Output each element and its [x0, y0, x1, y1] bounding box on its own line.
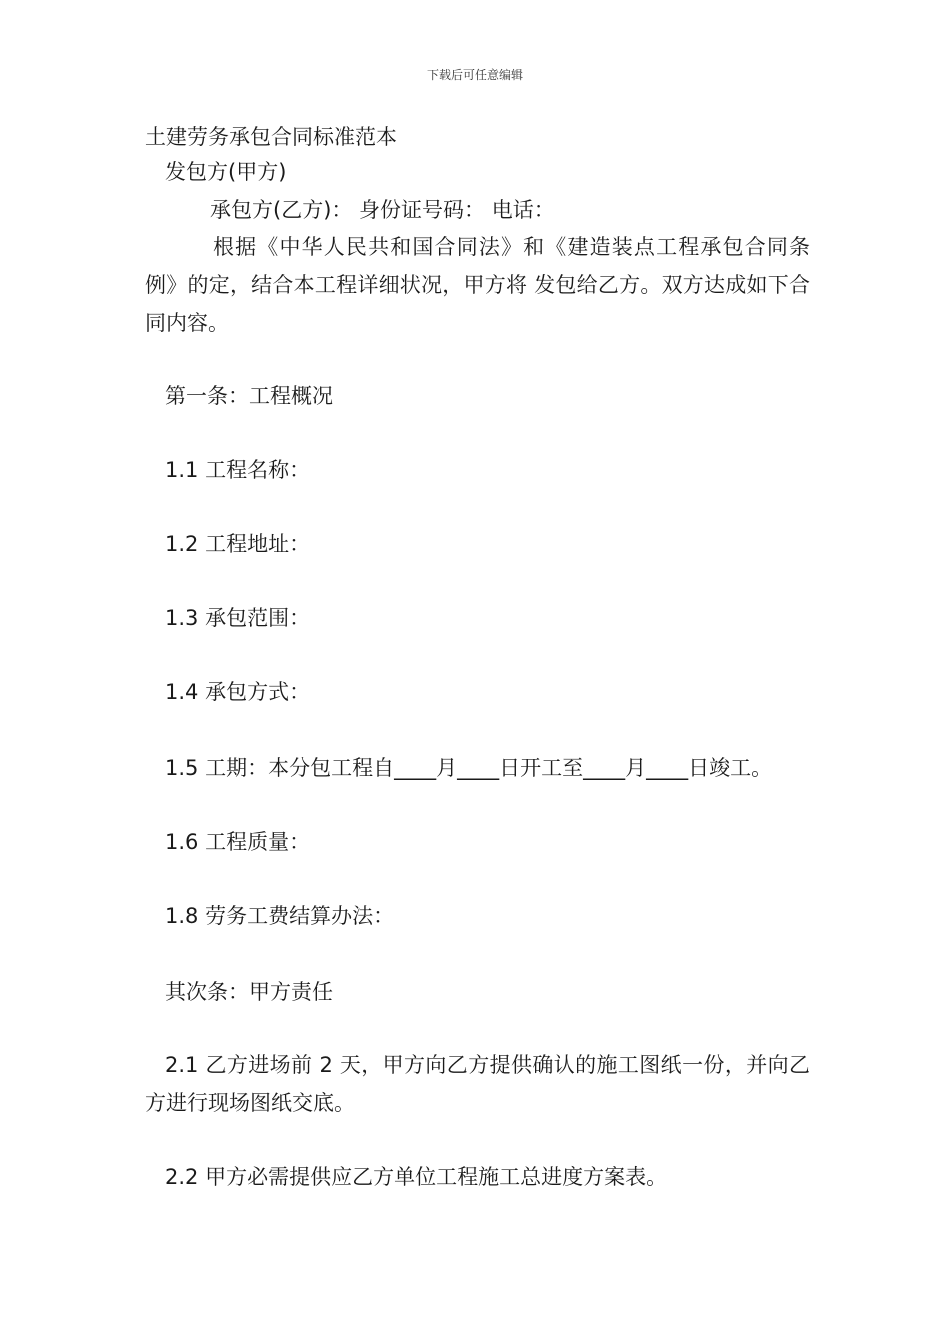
item-1-6: 1.6 工程质量：	[165, 830, 311, 854]
party-b-line: 承包方(乙方)： 身份证号码： 电话：	[210, 198, 555, 222]
article-2-heading: 其次条：甲方责任	[165, 980, 333, 1004]
article-1-heading: 第一条：工程概况	[165, 384, 333, 408]
page-header: 下载后可任意编辑	[426, 68, 523, 82]
item-1-1: 1.1 工程名称：	[165, 458, 311, 482]
item-2-1: 2.1 乙方进场前 2 天，甲方向乙方提供确认的施工图纸一份，并向乙方进行现场图纸交底。	[145, 1053, 810, 1115]
item-2-2: 2.2 甲方必需提供应乙方单位工程施工总进度方案表。	[165, 1165, 668, 1189]
item-1-8: 1.8 劳务工费结算办法：	[165, 904, 395, 928]
intro-paragraph: 根据《中华人民共和国合同法》和《建造装点工程承包合同条例》的定，结合本工程详细状况，甲方将 发包给乙方。双方达成如下合同内容。	[145, 235, 810, 335]
item-1-3: 1.3 承包范围：	[165, 606, 311, 630]
party-a-line: 发包方(甲方)	[165, 160, 287, 184]
item-1-2: 1.2 工程地址：	[165, 532, 311, 556]
document-title: 土建劳务承包合同标准范本	[145, 125, 397, 149]
item-1-4: 1.4 承包方式：	[165, 680, 311, 704]
item-1-5: 1.5 工期：本分包工程自____月____日开工至____月____日竣工。	[165, 756, 773, 780]
